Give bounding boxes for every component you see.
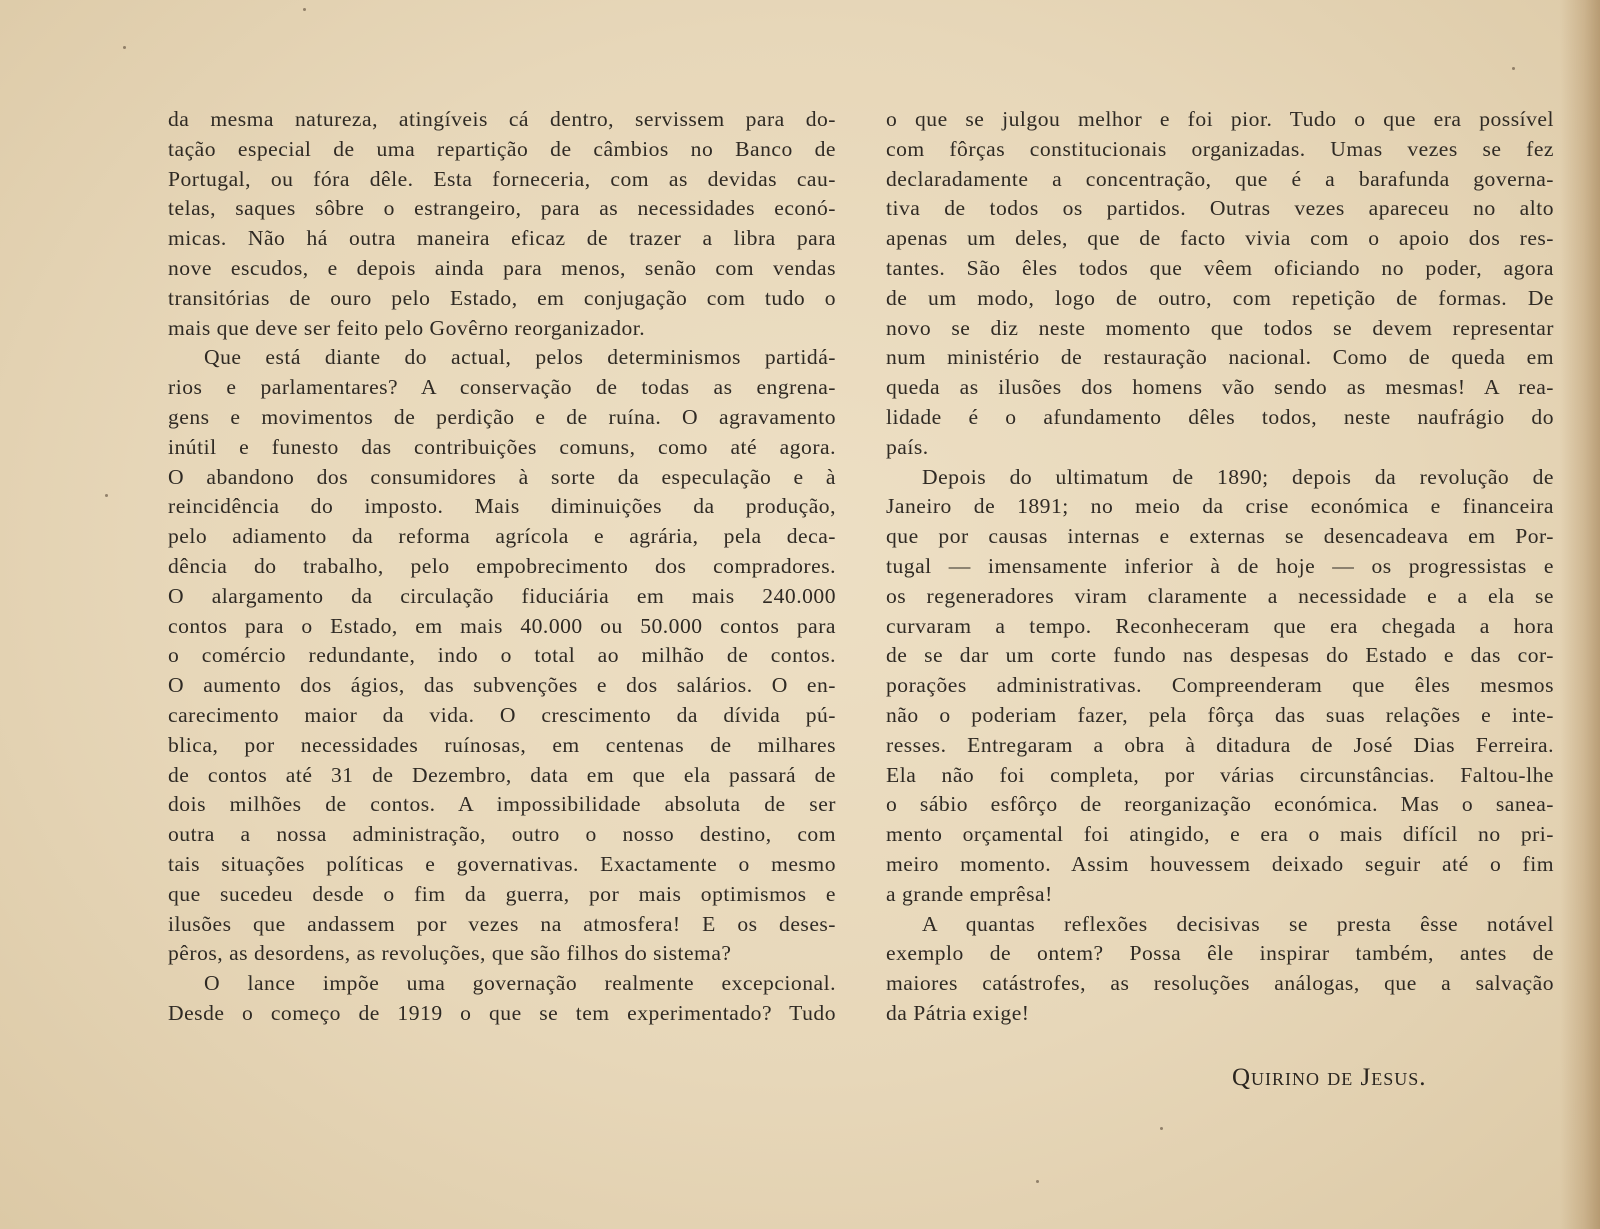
text-line: pêros, as desordens, as revoluções, que são filhos do sistema?: [168, 941, 732, 966]
text-line: curvaram a tempo. Reconheceram que era chegada a hora: [886, 613, 1554, 638]
text-line: micas. Não há outra maneira eficaz de trazer a libra para: [168, 226, 836, 251]
text-line: declaradamente a concentração, que é a barafunda governa-: [886, 166, 1554, 191]
text-line: inútil e funesto das contribuições comuns, como até agora.: [168, 434, 836, 459]
text-line: de um modo, logo de outro, com repetição de formas. De: [886, 285, 1554, 310]
right-text-column: [886, 105, 1554, 1029]
text-line: resses. Entregaram a obra à ditadura de José Dias Ferreira.: [886, 732, 1554, 757]
text-line: de se dar um corte fundo nas despesas do Estado e das cor-: [886, 643, 1554, 668]
text-line: o que se julgou melhor e foi pior. Tudo o que era possível: [886, 107, 1554, 131]
text-line: tiva de todos os partidos. Outras vezes apareceu no alto: [886, 196, 1554, 221]
text-line: que sucedeu desde o fim da guerra, por mais optimismos e: [168, 881, 836, 906]
text-line: mais que deve ser feito pelo Govêrno reorganizador.: [168, 315, 646, 340]
text-line: apenas um deles, que de facto vivia com o apoio dos res-: [886, 226, 1554, 251]
text-line: O aumento dos ágios, das subvenções e dos salários. O en-: [168, 673, 836, 698]
paper-speck: [123, 46, 126, 49]
text-line: mento orçamental foi atingido, e era o mais difícil no pri-: [886, 822, 1554, 847]
text-line: tantes. São êles todos que vêem oficiando no poder, agora: [886, 255, 1554, 280]
paper-speck: [303, 8, 306, 11]
text-line: contos para o Estado, em mais 40.000 ou 50.000 contos para: [168, 613, 836, 638]
text-line: telas, saques sôbre o estrangeiro, para as necessidades econó-: [168, 196, 836, 221]
text-line: carecimento maior da vida. O crescimento da dívida pú-: [168, 702, 836, 727]
paper-speck: [1512, 67, 1515, 70]
text-line: Depois do ultimatum de 1890; depois da revolução de: [922, 464, 1554, 489]
text-line: tais situações políticas e governativas. Exactamente o mesmo: [168, 851, 836, 876]
text-line: o sábio esfôrço de reorganização económica. Mas o sanea-: [886, 792, 1554, 817]
text-line: Ela não foi completa, por várias circunstâncias. Faltou-lhe: [886, 762, 1554, 787]
text-line: outra a nossa administração, outro o nosso destino, com: [168, 822, 836, 847]
text-line: novo se diz neste momento que todos se devem representar: [886, 315, 1554, 340]
text-line: A quantas reflexões decisivas se presta êsse notável: [922, 911, 1554, 936]
text-line: rios e parlamentares? A conservação de todas as engrena-: [168, 375, 836, 400]
text-line: O alargamento da circulação fiduciária em mais 240.000: [168, 583, 836, 608]
text-line: exemplo de ontem? Possa êle inspirar também, antes de: [886, 941, 1554, 966]
text-line: blica, por necessidades ruínosas, em centenas de milhares: [168, 732, 836, 757]
text-line: ilusões que andassem por vezes na atmosfera! E os deses-: [168, 911, 836, 936]
text-line: O abandono dos consumidores à sorte da especulação e à: [168, 464, 836, 489]
text-line: Que está diante do actual, pelos determinismos partidá-: [204, 345, 836, 370]
text-line: Janeiro de 1891; no meio da crise económica e financeira: [886, 494, 1554, 519]
text-line: queda as ilusões dos homens vão sendo as mesmas! A rea-: [886, 375, 1554, 400]
paper-speck: [105, 494, 108, 497]
text-line: os regeneradores viram claramente a necessidade e a ela se: [886, 583, 1554, 608]
text-line: o comércio redundante, indo o total ao milhão de contos.: [168, 643, 836, 668]
text-line: dência do trabalho, pelo empobrecimento dos compradores.: [168, 553, 836, 578]
text-line: nove escudos, e depois ainda para menos, senão com vendas: [168, 255, 836, 280]
left-text-column: [168, 105, 836, 1029]
text-line: pelo adiamento da reforma agrícola e agrária, pela deca-: [168, 524, 836, 549]
text-line: Portugal, ou fóra dêle. Esta forneceria, com as devidas cau-: [168, 166, 836, 191]
page-edge-shadow: [1560, 0, 1600, 1229]
text-line: maiores catástrofes, as resoluções análogas, que a salvação: [886, 971, 1554, 996]
text-line: da Pátria exige!: [886, 1000, 1030, 1025]
text-line: não o poderiam fazer, pela fôrça das suas relações e inte-: [886, 702, 1554, 727]
text-line: que por causas internas e externas se desencadeava em Por-: [886, 524, 1554, 549]
text-line: reincidência do imposto. Mais diminuições da produção,: [168, 494, 836, 519]
paper-speck: [1036, 1180, 1039, 1183]
author-signature: Quirino de Jesus.: [1232, 1064, 1427, 1091]
text-line: a grande emprêsa!: [886, 881, 1053, 906]
text-line: da mesma natureza, atingíveis cá dentro, servissem para do-: [168, 107, 836, 131]
text-line: num ministério de restauração nacional. Como de queda em: [886, 345, 1554, 370]
text-line: tugal — imensamente inferior à de hoje — os progressistas e: [886, 553, 1554, 578]
text-line: O lance impõe uma governação realmente excepcional.: [204, 971, 836, 996]
text-line: transitórias de ouro pelo Estado, em conjugação com tudo o: [168, 285, 836, 310]
text-line: dois milhões de contos. A impossibilidade absoluta de ser: [168, 792, 836, 817]
text-line: de contos até 31 de Dezembro, data em que ela passará de: [168, 762, 836, 787]
text-line: gens e movimentos de perdição e de ruína. O agravamento: [168, 404, 836, 429]
paper-speck: [1160, 1127, 1163, 1130]
text-line: porações administrativas. Compreenderam que êles mesmos: [886, 673, 1554, 698]
text-line: meiro momento. Assim houvessem deixado seguir até o fim: [886, 851, 1554, 876]
text-line: lidade é o afundamento dêles todos, neste naufrágio do: [886, 404, 1554, 429]
text-line: país.: [886, 434, 929, 459]
text-line: com fôrças constitucionais organizadas. Umas vezes se fez: [886, 136, 1554, 161]
text-line: Desde o começo de 1919 o que se tem experimentado? Tudo: [168, 1000, 836, 1025]
text-line: tação especial de uma repartição de câmbios no Banco de: [168, 136, 836, 161]
